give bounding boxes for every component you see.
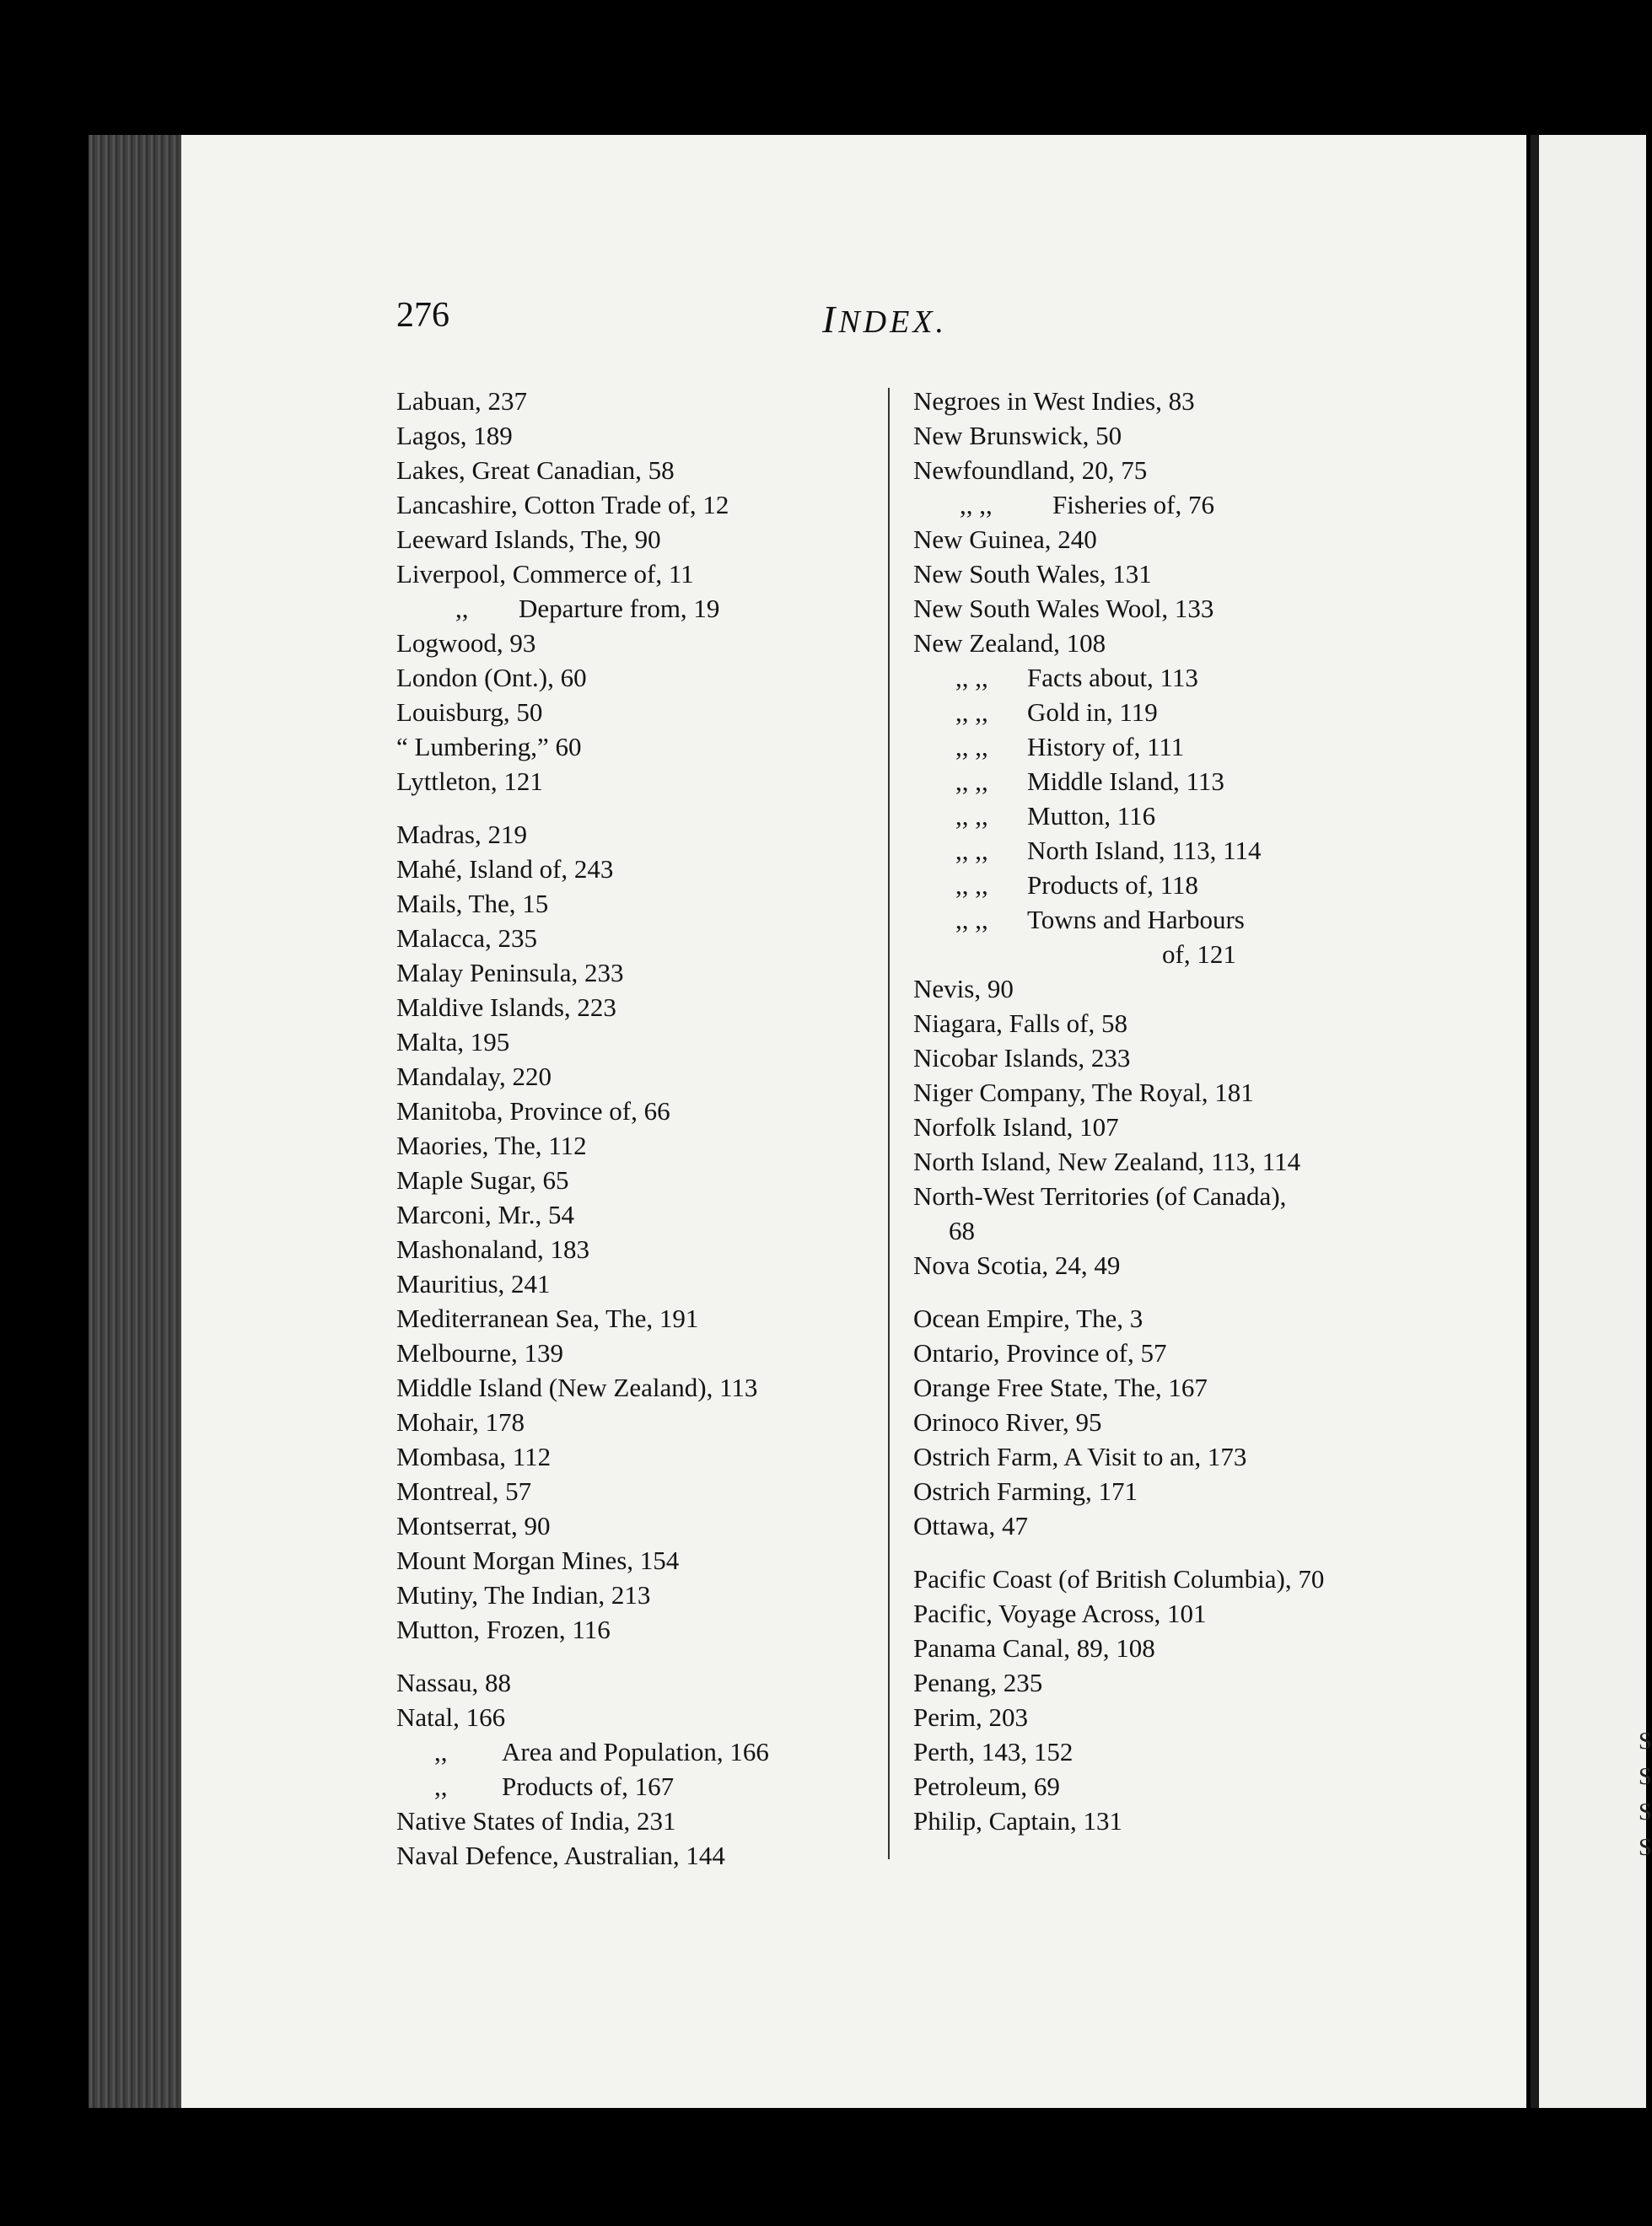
index-entry <box>396 1665 869 1700</box>
index-entry-text: Ostrich Farm, A Visit to an, 173 <box>913 1442 1247 1471</box>
index-entry-text: Labuan, 237 <box>396 386 527 416</box>
index-entry <box>913 1562 1453 1596</box>
index-entry-text: Malay Peninsula, 233 <box>396 958 624 987</box>
index-entry <box>396 660 869 695</box>
index-section-gap <box>396 798 869 817</box>
index-entry <box>913 1439 1453 1474</box>
index-entry-text: New South Wales, 131 <box>913 559 1152 589</box>
ditto-mark: ,, ,, <box>955 836 988 865</box>
index-entry <box>913 1213 1453 1248</box>
index-entry <box>396 522 869 556</box>
index-entry <box>913 1734 1453 1769</box>
index-entry-text: Mahé, Island of, 243 <box>396 854 614 884</box>
index-entry <box>913 1508 1453 1543</box>
index-entry-text: Logwood, 93 <box>396 628 536 658</box>
index-entry-text: Melbourne, 139 <box>396 1338 564 1368</box>
index-entry-text: Nassau, 88 <box>396 1668 512 1697</box>
index-entry-text: Native States of India, 231 <box>396 1806 676 1836</box>
index-entry-text: Maories, The, 112 <box>396 1131 587 1160</box>
index-entry-text: Orange Free State, The, 167 <box>913 1373 1208 1402</box>
index-entry-text: Petroleum, 69 <box>913 1772 1060 1801</box>
index-entry-text: Ostrich Farming, 171 <box>913 1476 1138 1506</box>
facing-page-gutter <box>1531 135 1539 2108</box>
index-entry <box>396 955 869 990</box>
index-entry-text: Mandalay, 220 <box>396 1062 552 1091</box>
index-entry <box>913 522 1453 556</box>
index-entry <box>396 1094 869 1128</box>
ditto-mark: ,, <box>434 1772 448 1801</box>
ditto-mark: ,, ,, <box>955 732 988 761</box>
index-entry-text: Ontario, Province of, 57 <box>913 1338 1167 1368</box>
index-entry <box>913 556 1453 591</box>
index-entry <box>396 1370 869 1405</box>
ditto-mark: ,, ,, <box>955 905 988 934</box>
index-entry <box>396 886 869 921</box>
ditto-mark: ,, ,, <box>955 766 988 796</box>
index-entry <box>396 852 869 886</box>
running-head-initial: I <box>822 298 839 341</box>
index-entry <box>913 1700 1453 1734</box>
index-entry-text: Madras, 219 <box>396 820 527 849</box>
index-entry-text: Ottawa, 47 <box>913 1511 1029 1540</box>
index-entry-text: History of, 111 <box>1027 732 1185 761</box>
index-entry-text: Malacca, 235 <box>396 923 537 953</box>
facing-page-letter-fragment: S <box>1639 1799 1652 1825</box>
index-entry <box>396 1769 869 1804</box>
index-entry-text: Products of, 167 <box>502 1772 675 1801</box>
index-entry <box>913 1075 1453 1110</box>
index-entry-text: Facts about, 113 <box>1027 663 1198 692</box>
index-entry-text: Lyttleton, 121 <box>396 766 543 796</box>
book-spine-edge <box>89 135 190 2108</box>
index-entry <box>913 1301 1453 1336</box>
index-entry-text: Montreal, 57 <box>396 1476 532 1506</box>
index-section-gap <box>913 1543 1453 1562</box>
index-entry-text: Mutton, 116 <box>1027 801 1156 831</box>
index-entry <box>396 487 869 522</box>
index-entry-text: Mohair, 178 <box>396 1407 525 1437</box>
ditto-mark: ,, ,, <box>955 663 988 692</box>
index-entry <box>913 660 1453 695</box>
index-column-left <box>396 384 869 1873</box>
index-entry <box>396 1128 869 1163</box>
index-entry <box>913 1144 1453 1179</box>
index-entry-text: Marconi, Mr., 54 <box>396 1200 574 1229</box>
index-entry-text: Leeward Islands, The, 90 <box>396 524 661 554</box>
index-entry-text: Nicobar Islands, 233 <box>913 1043 1131 1073</box>
index-entry <box>396 1405 869 1439</box>
index-entry-text: Towns and Harbours <box>1027 905 1245 934</box>
ditto-mark: ,, ,, <box>955 801 988 831</box>
index-entry <box>396 764 869 798</box>
index-entry-text: Mount Morgan Mines, 154 <box>396 1546 680 1575</box>
running-head <box>822 297 947 341</box>
index-entry <box>396 1059 869 1094</box>
index-entry-text: Penang, 235 <box>913 1668 1043 1697</box>
index-entry <box>913 1006 1453 1040</box>
page-number: 276 <box>396 296 449 335</box>
index-entry-text: Manitoba, Province of, 66 <box>396 1096 670 1126</box>
index-entry-text: Gold in, 119 <box>1027 697 1158 727</box>
index-entry-text: Negroes in West Indies, 83 <box>913 386 1195 416</box>
index-entry <box>913 487 1453 522</box>
index-entry <box>396 729 869 764</box>
index-entry <box>913 764 1453 798</box>
index-entry-text: Panama Canal, 89, 108 <box>913 1633 1155 1663</box>
index-section-gap <box>913 1282 1453 1301</box>
index-entry <box>396 591 869 626</box>
index-entry <box>913 971 1453 1006</box>
index-entry <box>396 1804 869 1838</box>
index-entry-text: Perim, 203 <box>913 1702 1029 1732</box>
index-entry-text: Philip, Captain, 131 <box>913 1806 1122 1836</box>
index-entry <box>913 798 1453 833</box>
index-entry-text: “ Lumbering,” 60 <box>396 732 582 761</box>
index-entry <box>396 1336 869 1370</box>
index-entry-text: of, 121 <box>1162 939 1236 969</box>
index-entry <box>913 902 1453 937</box>
index-entry <box>913 1596 1453 1631</box>
index-entry <box>913 1769 1453 1804</box>
index-entry <box>396 1197 869 1232</box>
facing-page-letter-fragment: S <box>1639 1835 1652 1861</box>
index-entry <box>396 921 869 955</box>
index-entry <box>913 1804 1453 1838</box>
column-divider <box>888 388 890 1859</box>
index-entry <box>396 1612 869 1647</box>
index-entry <box>396 1734 869 1769</box>
index-entry <box>913 868 1453 902</box>
ditto-mark: ,, <box>434 1737 448 1766</box>
index-entry-text: Liverpool, Commerce of, 11 <box>396 559 694 589</box>
index-entry-text: Nevis, 90 <box>913 974 1014 1003</box>
index-entry <box>396 418 869 453</box>
index-entry-text: Pacific, Voyage Across, 101 <box>913 1599 1207 1628</box>
index-entry-text: Mutton, Frozen, 116 <box>396 1615 611 1644</box>
index-entry-text: Natal, 166 <box>396 1702 506 1732</box>
index-entry <box>396 1232 869 1266</box>
index-entry-text: Ocean Empire, The, 3 <box>913 1304 1143 1333</box>
index-entry <box>913 1110 1453 1144</box>
index-entry <box>913 1370 1453 1405</box>
index-entry-text: Mails, The, 15 <box>396 889 549 918</box>
index-entry <box>396 1266 869 1301</box>
index-entry-text: Niger Company, The Royal, 181 <box>913 1078 1254 1107</box>
index-entry <box>913 591 1453 626</box>
facing-page-letter-fragment: S <box>1639 1764 1652 1790</box>
index-entry-text: New Brunswick, 50 <box>913 421 1122 450</box>
index-entry-text: New South Wales Wool, 133 <box>913 594 1214 623</box>
index-column-right <box>913 384 1453 1838</box>
facing-page-letter-fragment: S <box>1639 1729 1652 1755</box>
index-entry-text: Orinoco River, 95 <box>913 1407 1102 1437</box>
index-entry-text: Niagara, Falls of, 58 <box>913 1008 1127 1038</box>
index-entry-text: Louisburg, 50 <box>396 697 543 727</box>
index-entry-text: Nova Scotia, 24, 49 <box>913 1250 1121 1280</box>
ditto-mark: ,, ,, <box>955 870 988 900</box>
index-entry <box>913 937 1453 971</box>
index-entry-text: New Zealand, 108 <box>913 628 1106 658</box>
index-entry <box>913 1336 1453 1370</box>
index-entry <box>396 695 869 729</box>
index-entry <box>396 1508 869 1543</box>
index-entry-text: Norfolk Island, 107 <box>913 1112 1119 1142</box>
index-entry <box>913 384 1453 418</box>
index-entry <box>396 1700 869 1734</box>
index-entry <box>396 1578 869 1612</box>
ditto-mark: ,, ,, <box>955 697 988 727</box>
index-entry-text: Lancashire, Cotton Trade of, 12 <box>396 490 729 519</box>
index-entry <box>396 384 869 418</box>
index-entry <box>913 695 1453 729</box>
index-entry-text: Lagos, 189 <box>396 421 513 450</box>
index-entry <box>396 1439 869 1474</box>
index-entry-text: Departure from, 19 <box>519 594 720 623</box>
index-entry-text: Mediterranean Sea, The, 191 <box>396 1304 699 1333</box>
index-entry-text: Maple Sugar, 65 <box>396 1165 569 1195</box>
index-entry <box>913 453 1453 487</box>
index-entry-text: Newfoundland, 20, 75 <box>913 455 1148 485</box>
ditto-mark: ,, <box>455 594 469 623</box>
index-entry-text: Mauritius, 241 <box>396 1269 551 1298</box>
index-entry <box>396 1163 869 1197</box>
index-entry-text: Middle Island, 113 <box>1027 766 1224 796</box>
index-entry <box>396 817 869 852</box>
index-entry <box>396 556 869 591</box>
index-section-gap <box>396 1647 869 1665</box>
index-entry <box>396 1838 869 1873</box>
ditto-mark: ,, ,, <box>960 490 993 519</box>
index-entry-text: 68 <box>949 1216 975 1245</box>
index-entry <box>396 453 869 487</box>
index-entry-text: Pacific Coast (of British Columbia), 70 <box>913 1564 1325 1594</box>
index-entry <box>396 1543 869 1578</box>
index-entry <box>396 1474 869 1508</box>
index-entry-text: North Island, New Zealand, 113, 114 <box>913 1147 1301 1176</box>
index-entry <box>913 418 1453 453</box>
facing-page-edge <box>1531 135 1652 2108</box>
index-entry-text: Products of, 118 <box>1027 870 1198 900</box>
index-entry <box>913 1040 1453 1075</box>
index-entry-text: Perth, 143, 152 <box>913 1737 1074 1766</box>
index-entry-text: Lakes, Great Canadian, 58 <box>396 455 675 485</box>
index-entry-text: Mombasa, 112 <box>396 1442 552 1471</box>
index-entry <box>913 833 1453 868</box>
index-entry <box>913 626 1453 660</box>
index-entry <box>396 990 869 1024</box>
index-entry-text: London (Ont.), 60 <box>396 663 587 692</box>
index-entry <box>913 1631 1453 1665</box>
index-entry <box>913 1665 1453 1700</box>
index-entry <box>396 1024 869 1059</box>
running-head-rest: NDEX. <box>838 304 948 340</box>
index-entry <box>396 626 869 660</box>
index-entry-text: Montserrat, 90 <box>396 1511 551 1540</box>
index-entry-text: North-West Territories (of Canada), <box>913 1181 1287 1211</box>
index-entry-text: Maldive Islands, 223 <box>396 992 616 1022</box>
index-entry-text: Fisheries of, 76 <box>1052 490 1215 519</box>
index-entry <box>396 1301 869 1336</box>
index-entry <box>913 1405 1453 1439</box>
index-entry-text: Middle Island (New Zealand), 113 <box>396 1373 758 1402</box>
index-entry-text: New Guinea, 240 <box>913 524 1097 554</box>
index-entry <box>913 1248 1453 1282</box>
index-entry <box>913 729 1453 764</box>
index-entry-text: Naval Defence, Australian, 144 <box>396 1841 725 1870</box>
index-entry-text: Area and Population, 166 <box>502 1737 769 1766</box>
index-entry-text: Mashonaland, 183 <box>396 1234 590 1264</box>
index-entry <box>913 1179 1453 1213</box>
index-entry-text: North Island, 113, 114 <box>1027 836 1262 865</box>
index-entry-text: Mutiny, The Indian, 213 <box>396 1580 651 1610</box>
index-entry <box>913 1474 1453 1508</box>
index-entry-text: Malta, 195 <box>396 1027 510 1057</box>
